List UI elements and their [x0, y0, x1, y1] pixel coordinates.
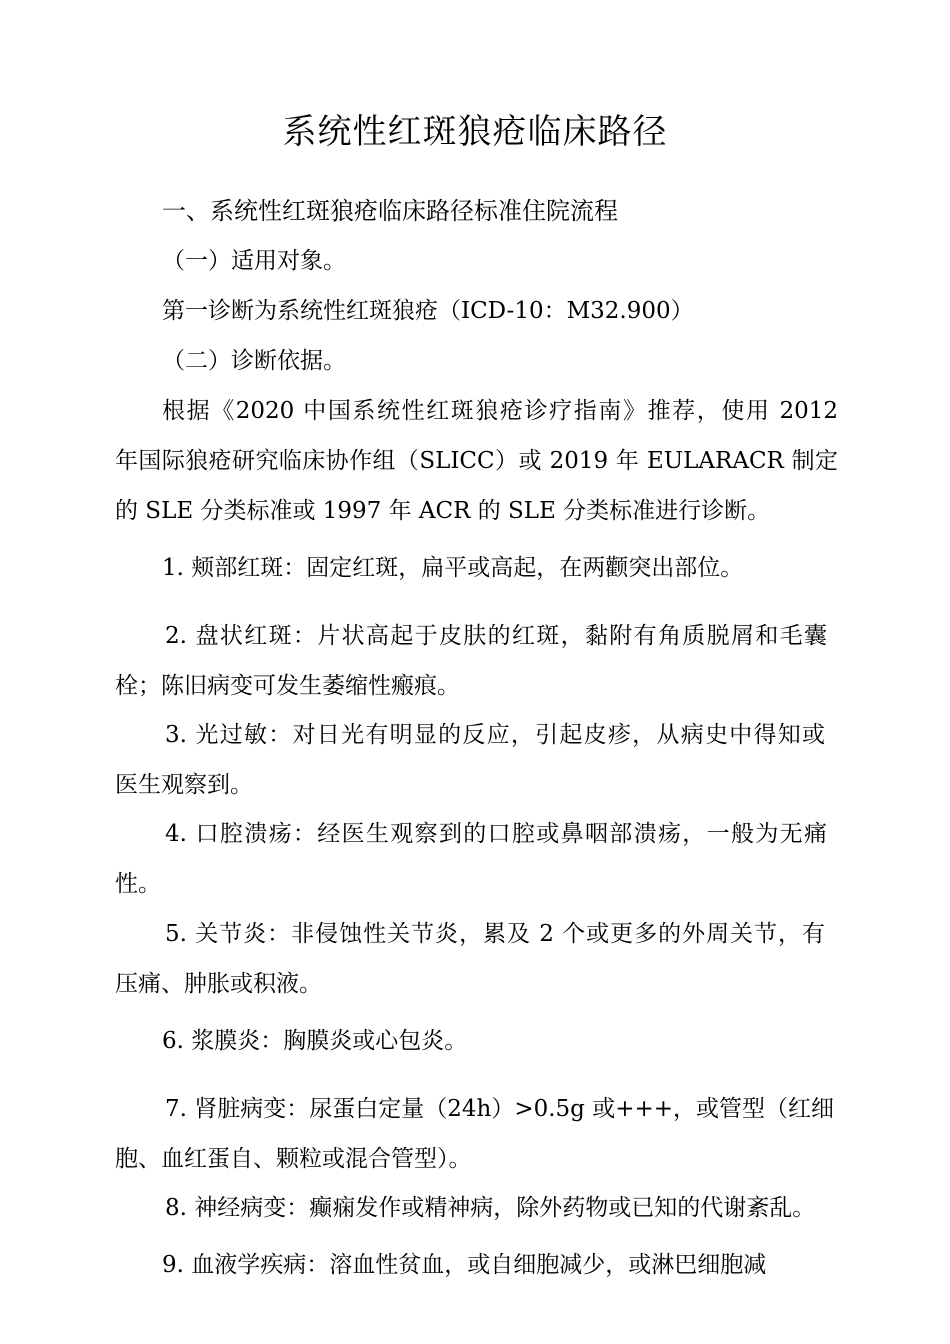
paragraph-line: 根据《2020 中国系统性红斑狼疮诊疗指南》推荐，使用 2012 — [162, 398, 838, 424]
page-title: 系统性红斑狼疮临床路径 — [282, 112, 668, 152]
paragraph-line: 的 SLE 分类标准或 1997 年 ACR 的 SLE 分类标准进行诊断。 — [115, 498, 771, 524]
paragraph: 第一诊断为系统性红斑狼疮（ICD-10：M32.900） — [162, 298, 694, 324]
criterion-line: 9. 血液学疾病：溶血性贫血，或自细胞减少，或淋巴细胞减 — [162, 1252, 767, 1278]
criterion-line: 6. 浆膜炎：胸膜炎或心包炎。 — [162, 1028, 468, 1054]
paragraph-line: 年国际狼疮研究临床协作组（SLICC）或 2019 年 EULARACR 制定 — [115, 448, 838, 474]
criterion-line: 胞、血红蛋自、颗粒或混合管型）。 — [115, 1146, 472, 1172]
criterion-line: 8. 神经病变：癫痫发作或精神病，除外药物或已知的代谢紊乱。 — [165, 1195, 816, 1221]
criterion-line: 医生观察到。 — [115, 772, 253, 798]
section-heading: 一、系统性红斑狼疮临床路径标准住院流程 — [162, 197, 618, 225]
criterion-line: 栓；陈旧病变可发生萎缩性瘢痕。 — [115, 673, 460, 699]
criterion-line: 4. 口腔溃疡：经医生观察到的口腔或鼻咽部溃疡，一般为无痛 — [165, 821, 827, 847]
subsection-heading: （一）适用对象。 — [162, 248, 346, 274]
criterion-line: 压痛、肿胀或积液。 — [115, 971, 322, 997]
subsection-heading: （二）诊断依据。 — [162, 348, 346, 374]
criterion-line: 性。 — [115, 871, 161, 897]
criterion-line: 3. 光过敏：对日光有明显的反应，引起皮疹，从病史中得知或 — [165, 722, 825, 748]
criterion-line: 1. 颊部红斑：固定红斑，扁平或高起，在两颧突出部位。 — [162, 555, 744, 581]
criterion-line: 2. 盘状红斑：片状高起于皮肤的红斑，黏附有角质脱屑和毛囊 — [165, 623, 827, 649]
criterion-line: 5. 关节炎：非侵蚀性关节炎，累及 2 个或更多的外周关节，有 — [165, 921, 825, 947]
criterion-line: 7. 肾脏病变：尿蛋白定量（24h）>0.5g 或+++，或管型（红细 — [165, 1096, 835, 1122]
